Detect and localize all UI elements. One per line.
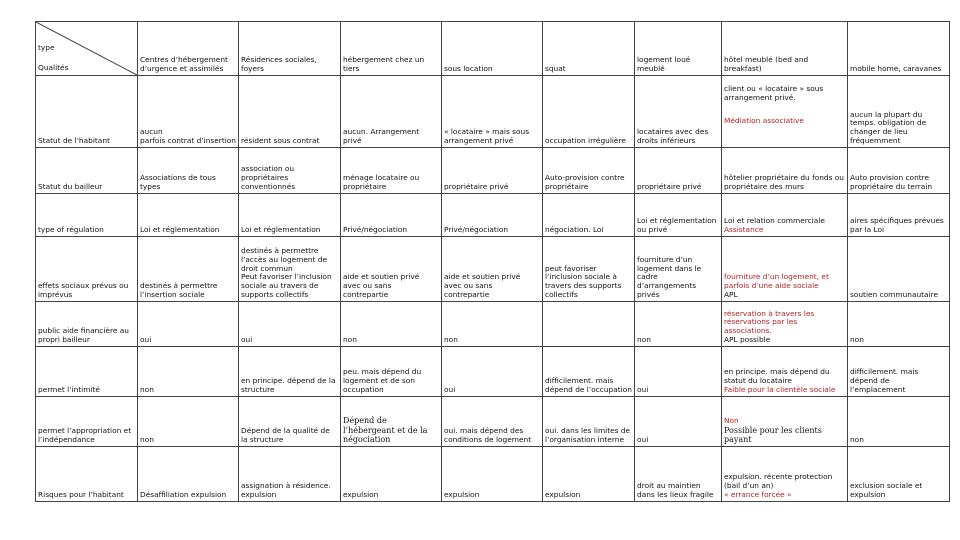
corner-cell: [36, 22, 138, 76]
cell-text-red: Faible pour la clientèle sociale: [724, 385, 836, 395]
table-cell: Privé/négociation: [341, 194, 442, 237]
table-cell: assignation à résidence. expulsion: [239, 447, 341, 502]
table-row: [36, 302, 950, 347]
table-cell: hôtelier propriétaire du fonds ou propriétaire des murs: [722, 148, 848, 194]
table-cell: difficilement. mais dépend de l’emplacement: [848, 347, 950, 397]
hotel-cell: [722, 447, 848, 502]
table-cell: propriétaire privé: [442, 148, 543, 194]
table-cell: locataires avec des droits inférieurs: [635, 76, 722, 148]
table-cell: destinés à permettre l’accès au logement de droit commun Peut favoriser l’inclusion sociale au travers de supports collectifs: [239, 237, 341, 302]
hotel-cell: [722, 302, 848, 347]
table-cell: Loi et réglementation: [138, 194, 239, 237]
header-cell: hébergement chez un tiers: [341, 22, 442, 76]
table-cell: aires spécifiques prévues par la Loi: [848, 194, 950, 237]
hotel-cell: [722, 194, 848, 237]
header-cell: mobile home, caravanes: [848, 22, 950, 76]
table-cell: occupation irrégulière: [543, 76, 635, 148]
table-row: [36, 237, 950, 302]
header-cell: Centres d’hébergement d’urgence et assimilés: [138, 22, 239, 76]
cell-text: expulsion. récente protection (bail d’un an): [724, 472, 833, 491]
table-cell: Loi et réglementation ou privé: [635, 194, 722, 237]
cell-text: client ou « locataire » sous arrangement privé.: [724, 84, 824, 102]
table-cell: oui: [138, 302, 239, 347]
table-cell: expulsion: [442, 447, 543, 502]
corner-qualites-label: Qualités: [38, 63, 69, 73]
cell-text-red: Non: [724, 415, 739, 425]
table-cell: Dépend de l’hébergeant et de la négociation: [341, 397, 442, 447]
table-cell: oui: [239, 302, 341, 347]
corner-type-label: type: [38, 43, 55, 52]
table-cell: fourniture d’un logement dans le cadre d’arrangements privés: [635, 237, 722, 302]
table-cell: difficilement. mais dépend de l’occupation: [543, 347, 635, 397]
row-label: type of régulation: [36, 194, 138, 237]
hotel-cell: [722, 397, 848, 447]
header-cell: logement loué meublé: [635, 22, 722, 76]
header-row: [36, 22, 950, 76]
table-cell: non: [635, 302, 722, 347]
table-row: [36, 76, 950, 148]
table-cell: Désaffiliation expulsion: [138, 447, 239, 502]
table-cell: oui: [635, 347, 722, 397]
hotel-cell: [722, 76, 848, 148]
table-row: [36, 347, 950, 397]
table-cell: expulsion: [341, 447, 442, 502]
table-cell: oui: [635, 397, 722, 447]
header-cell: squat: [543, 22, 635, 76]
table-row: [36, 148, 950, 194]
cell-text: APL: [724, 290, 738, 300]
cell-text-red: « errance forcée »: [724, 490, 792, 500]
table-cell: exclusion sociale et expulsion: [848, 447, 950, 502]
row-label: effets sociaux prévus ou imprévus: [36, 237, 138, 302]
table-cell: Privé/négociation: [442, 194, 543, 237]
table-cell: non: [848, 397, 950, 447]
table-cell: aucun la plupart du temps. obligation de changer de lieu fréquemment: [848, 76, 950, 148]
cell-text: Loi et relation commerciale: [724, 216, 825, 226]
row-label: public aide financière au propri bailleur: [36, 302, 138, 347]
table-row: [36, 194, 950, 237]
cell-text: Possible pour les clients payant: [724, 425, 822, 445]
table-cell: propriétaire privé: [635, 148, 722, 194]
table-cell: résident sous contrat: [239, 76, 341, 148]
row-label: Risques pour l’habitant: [36, 447, 138, 502]
table-cell: Associations de tous types: [138, 148, 239, 194]
table-cell: oui. mais dépend des conditions de logement: [442, 397, 543, 447]
cell-text: en principe. mais dépend du statut du locataire: [724, 367, 830, 386]
table-cell: non: [138, 397, 239, 447]
row-label: permet l’appropriation et l’indépendance: [36, 397, 138, 447]
table-cell: oui: [442, 347, 543, 397]
table-row: [36, 397, 950, 447]
table-cell: Auto provision contre propriétaire du terrain: [848, 148, 950, 194]
table-cell: peu. mais dépend du logement et de son occupation: [341, 347, 442, 397]
cell-text-red: Médiation associative: [724, 115, 804, 125]
table-cell: Dépend de la qualité de la structure: [239, 397, 341, 447]
table-cell: non: [341, 302, 442, 347]
table-cell: destinés à permettre l’insertion sociale: [138, 237, 239, 302]
table-cell: soutien communautaire: [848, 237, 950, 302]
header-cell: hôtel meublé (bed and breakfast): [722, 22, 848, 76]
table-row: [36, 447, 950, 502]
table-cell: association ou propriétaires conventionnés: [239, 148, 341, 194]
table-cell: ménage locataire ou propriétaire: [341, 148, 442, 194]
table-cell: aucun parfois contrat d’insertion: [138, 76, 239, 148]
table-cell: [543, 302, 635, 347]
cell-text-red: fourniture d’un logement, et parfois d’une aide sociale: [724, 272, 829, 291]
table-cell: oui. dans les limites de l’organisation interne: [543, 397, 635, 447]
table-cell: en principe. dépend de la structure: [239, 347, 341, 397]
cell-text-red: Assistance: [724, 225, 764, 235]
table-cell: « locataire » mais sous arrangement privé: [442, 76, 543, 148]
table-cell: négociation. Loi: [543, 194, 635, 237]
table-cell: expulsion: [543, 447, 635, 502]
row-label: Statut de l’habitant: [36, 76, 138, 148]
table-cell: non: [138, 347, 239, 397]
table-cell: aucun. Arrangement privé: [341, 76, 442, 148]
cell-text-red: réservation à travers les réservations par les associations.: [724, 308, 815, 336]
comparison-table: [35, 21, 950, 502]
cell-text: APL possible: [724, 335, 771, 345]
table-cell: peut favoriser l’inclusion sociale à travers des supports collectifs: [543, 237, 635, 302]
table-cell: Loi et réglementation: [239, 194, 341, 237]
table-cell: aide et soutien privé avec ou sans contrepartie: [341, 237, 442, 302]
header-cell: Résidences sociales, foyers: [239, 22, 341, 76]
row-label: permet l’intimité: [36, 347, 138, 397]
table-cell: non: [848, 302, 950, 347]
table-cell: Auto-provision contre propriétaire: [543, 148, 635, 194]
hotel-cell: [722, 237, 848, 302]
table-cell: droit au maintien dans les lieux fragile: [635, 447, 722, 502]
table-cell: aide et soutien privé avec ou sans contrepartie: [442, 237, 543, 302]
row-label: Statut du bailleur: [36, 148, 138, 194]
table-cell: non: [442, 302, 543, 347]
hotel-cell: [722, 347, 848, 397]
header-cell: sous location: [442, 22, 543, 76]
